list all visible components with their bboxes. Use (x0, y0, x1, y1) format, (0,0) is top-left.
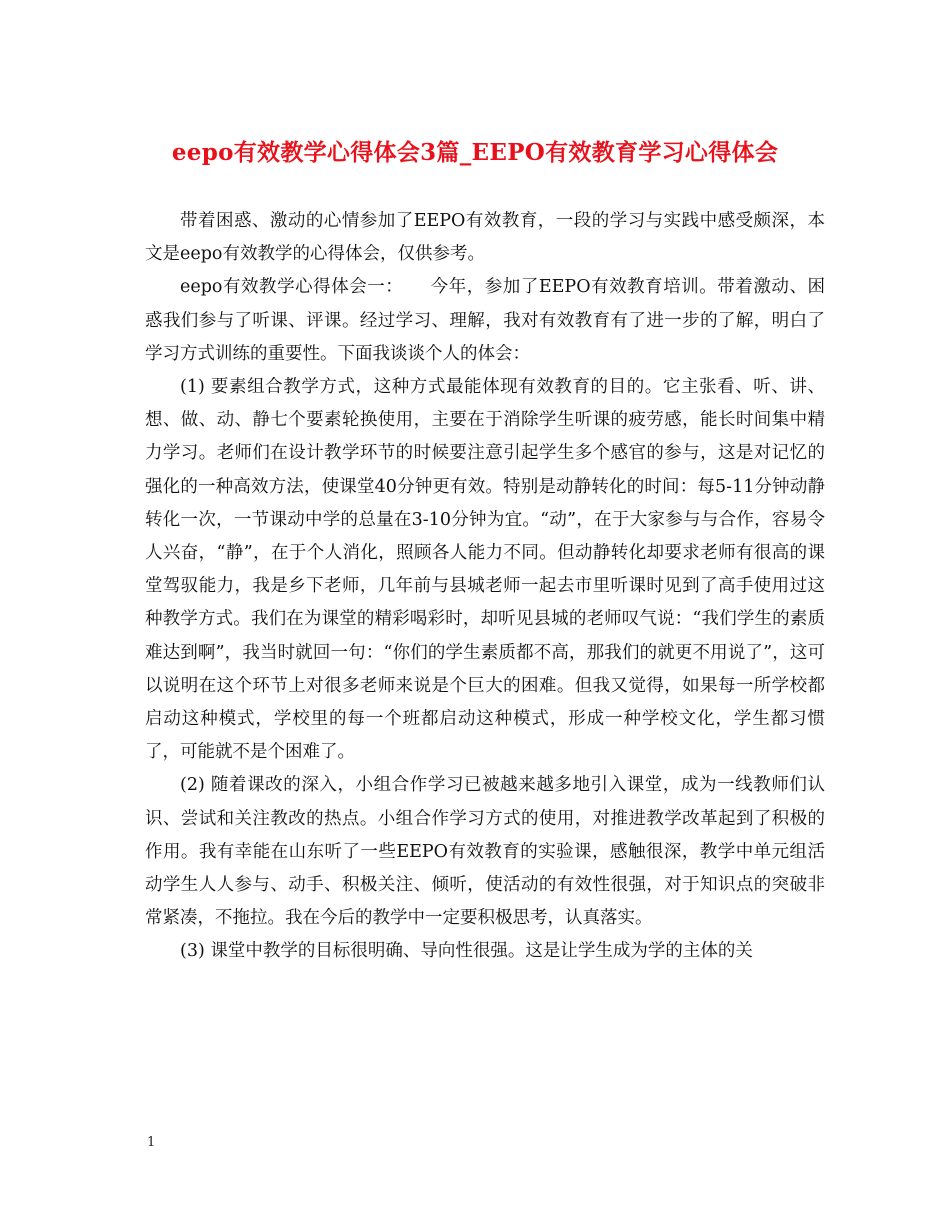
paragraph-intro: 带着困惑、激动的心情参加了EEPO有效教育，一段的学习与实践中感受颇深，本文是eepo有效教学的心得体会，仅供参考。 (145, 211, 825, 265)
paragraph-part-one: eepo有效教学心得体会一： 今年，参加了EEPO有效教育培训。带着激动、困惑我们参与了听课、评课。经过学习、理解，我对有效教育有了进一步的了解，明白了学习方式训练的重要性。下面我谈谈个人的体会： (145, 277, 825, 364)
paragraph-point-3: (3) 课堂中教学的目标很明确、导向性很强。这是让学生成为学的主体的关 (180, 941, 753, 962)
document-title: eepo有效教学心得体会3篇_EEPO有效教育学习心得体会 (171, 139, 779, 166)
page-number: 1 (147, 1135, 156, 1150)
document-body (145, 205, 825, 969)
paragraph-point-2: (2) 随着课改的深入，小组合作学习已被越来越多地引入课堂，成为一线教师们认识、尝试和关注教改的热点。小组合作学习方式的使用，对推进教学改革起到了积极的作用。我有幸能在山东听了一些EEPO有效教育的实验课，感触很深，教学中单元组活动学生人人参与、动手、积极关注、倾听，使活动的有效性很强，对于知识点的突破非常紧凑，不拖拉。我在今后的教学中一定要积极思考，认真落实。 (145, 775, 825, 929)
paragraph-point-1: (1) 要素组合教学方式，这种方式最能体现有效教育的目的。它主张看、听、讲、想、做、动、静七个要素轮换使用，主要在于消除学生听课的疲劳感，能长时间集中精力学习。老师们在设计教学环节的时候要注意引起学生多个感官的参与，这是对记忆的强化的一种高效方法，使课堂40分钟更有效。特别是动静转化的时间：每5-11分钟动静转化一次，一节课动中学的总量在3-10分钟为宜。“动”，在于大家参与与合作，容易令人兴奋，“静”，在于个人消化，照顾各人能力不同。但动静转化却要求老师有很高的课堂驾驭能力，我是乡下老师，几年前与县城老师一起去市里听课时见到了高手使用过这种教学方式。我们在为课堂的精彩喝彩时，却听见县城的老师叹气说：“我们学生的素质难达到啊”，我当时就回一句：“你们的学生素质都不高，那我们的就更不用说了”，这可以说明在这个环节上对很多老师来说是个巨大的困难。但我又觉得，如果每一所学校都启动这种模式，学校里的每一个班都启动这种模式，形成一种学校文化，学生都习惯了，可能就不是个困难了。 (145, 377, 825, 763)
